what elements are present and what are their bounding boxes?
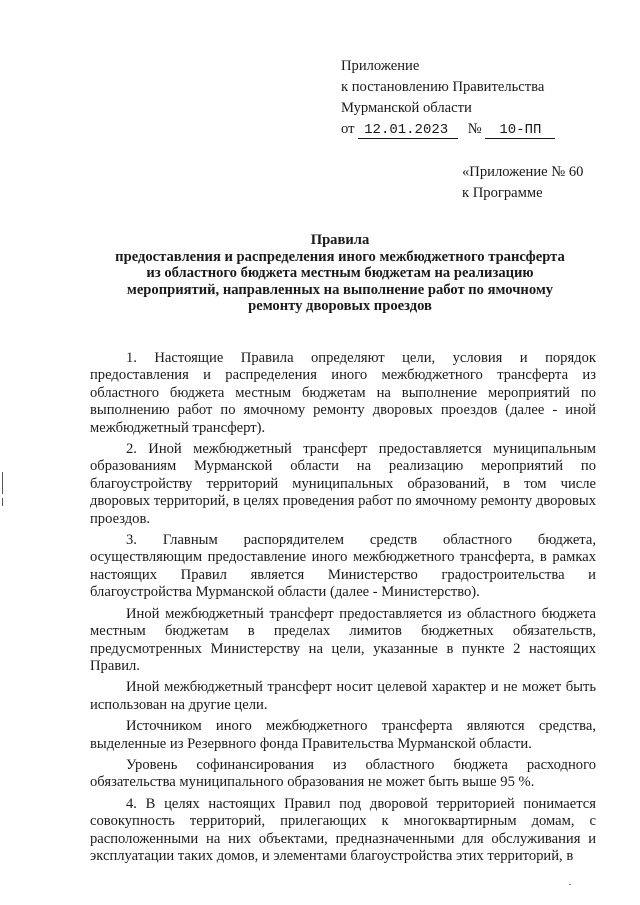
title-line-4: мероприятий, направленных на выполнение работ по ямочному bbox=[126, 281, 554, 298]
paragraph-3: 3. Главным распорядителем средств областного бюджета, осуществляющим предоставление иного межбюджетного трансферта, в рамках настоящих Правил является Министерство градостроительства и благоустройства Мурманской области (далее - Министерство). bbox=[90, 532, 596, 601]
decree-date: 12.01.2023 bbox=[358, 122, 458, 139]
program-label: к Программе bbox=[462, 185, 543, 201]
scan-artifact bbox=[569, 884, 571, 885]
paragraph-3-purpose: Иной межбюджетный трансферт носит целевой характер и не может быть использован на другие цели. bbox=[90, 679, 596, 713]
from-label: от bbox=[341, 121, 355, 137]
paragraph-2: 2. Иной межбюджетный трансферт предоставляется муниципальным образованиям Мурманской области на реализацию мероприятий по благоустройству территорий муниципальных образований, в том числе дворовых территорий, в целях проведения работ по ямочному ремонту дворовых проездов. bbox=[90, 441, 596, 527]
decree-number: 10-ПП bbox=[485, 122, 555, 139]
appendix-region: Мурманской области bbox=[341, 100, 472, 116]
scan-margin-mark bbox=[2, 472, 3, 494]
number-label: № bbox=[467, 121, 482, 137]
appendix-block bbox=[341, 56, 611, 140]
paragraph-1: 1. Настоящие Правила определяют цели, условия и порядок предоставления и распределения иного межбюджетного трансферта из областного бюджета местным бюджетам на выполнение мероприятий по выполнению работ по ямочному ремонту дворовых проездов (далее - иной межбюджетный трансферт). bbox=[90, 350, 596, 436]
appendix-date-number-line bbox=[341, 119, 611, 140]
paragraph-4: 4. В целях настоящих Правил под дворовой территорией понимается совокупность территорий, прилегающих к многоквартирным домам, с расположенными на них объектами, предназначенными для обслуживания и эксплуатации таких домов, и элементами благоустройства этих территорий, в bbox=[90, 795, 596, 864]
title-line-1: Правила bbox=[310, 232, 370, 248]
title-line-2: предоставления и распределения иного межбюджетного трансферта bbox=[115, 248, 565, 265]
appendix-title: Приложение bbox=[341, 58, 420, 74]
document-body bbox=[90, 350, 596, 869]
paragraph-3-limits: Иной межбюджетный трансферт предоставляется из областного бюджета местным бюджетам в пределах лимитов бюджетных обязательств, предусмотренных Министерству на цели, указанные в пункте 2 настоящих Правил. bbox=[90, 605, 596, 674]
paragraph-3-source: Источником иного межбюджетного трансферта являются средства, выделенные из Резервного фонда Правительства Мурманской области. bbox=[90, 718, 596, 752]
title-line-5: ремонту дворовых проездов bbox=[248, 298, 432, 315]
paragraph-3-cofinancing: Уровень софинансирования из областного бюджета расходного обязательства муниципального образования не может быть выше 95 %. bbox=[90, 756, 596, 791]
program-reference bbox=[462, 162, 622, 204]
title-line-3: из областного бюджета местным бюджетам на реализацию bbox=[146, 265, 534, 282]
scan-margin-mark bbox=[2, 498, 3, 506]
program-appendix-number: «Приложение № 60 bbox=[462, 164, 584, 180]
appendix-decree-ref: к постановлению Правительства bbox=[341, 79, 545, 95]
document-title bbox=[70, 232, 610, 315]
